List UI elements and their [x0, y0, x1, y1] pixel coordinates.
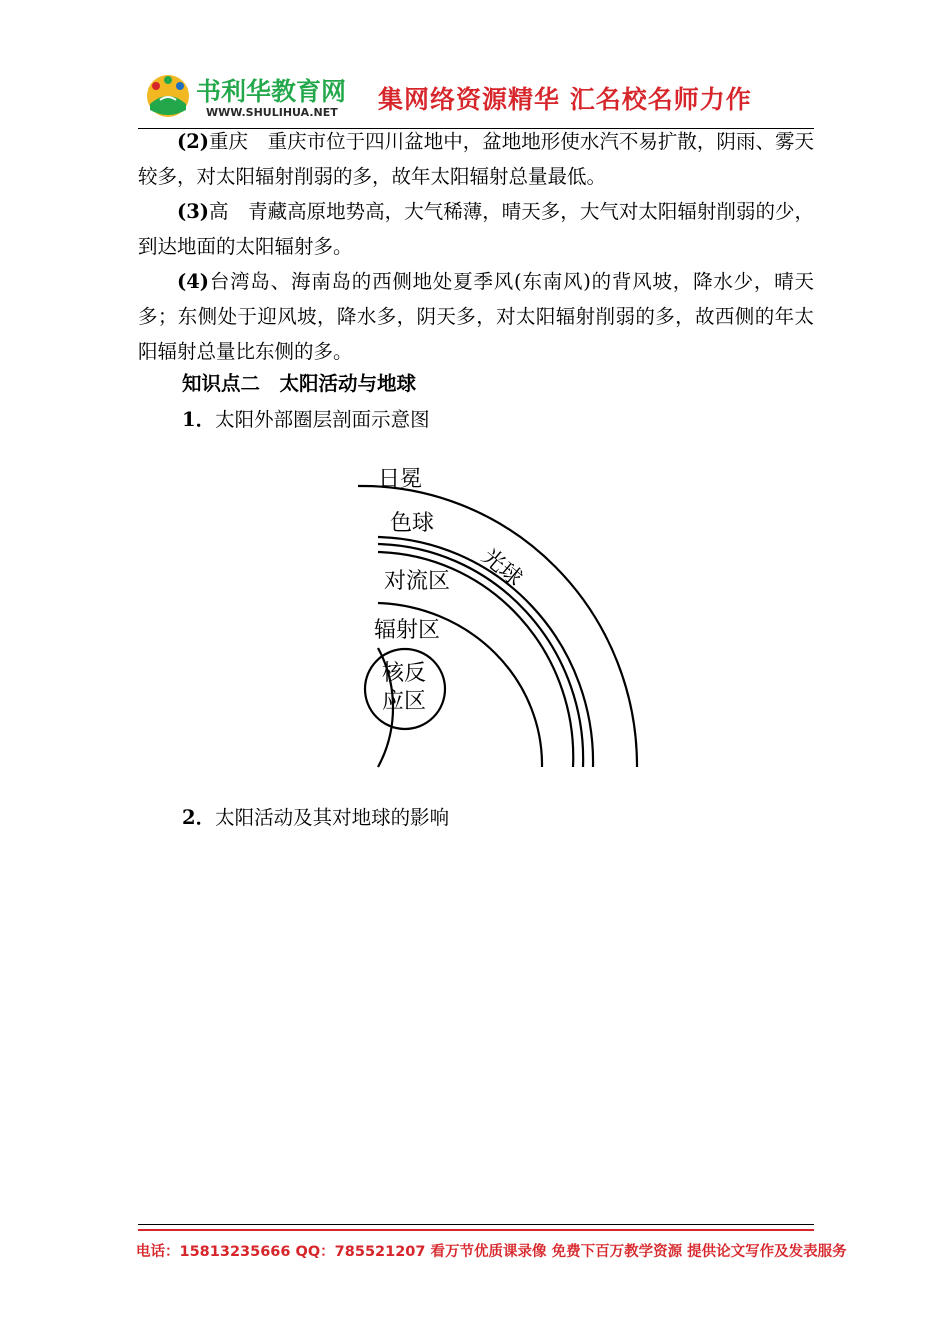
answer-number: (4) [177, 270, 210, 293]
answer-number: (3) [177, 200, 210, 223]
header-slogan: 集网络资源精华 汇名校名师力作 [378, 85, 752, 114]
footer-divider-red [138, 1229, 814, 1231]
convection-label: 对流区 [384, 569, 451, 594]
answer-paragraph-4 [138, 264, 814, 369]
item-1 [182, 404, 430, 432]
item-text: 太阳活动及其对地球的影响 [215, 806, 450, 829]
answer-text: 高 青藏高原地势高，大气稀薄，晴天多，大气对太阳辐射削弱的少，到达地面的太阳辐射多。 [138, 200, 814, 258]
logo-url: WWW.SHULIHUA.NET [206, 106, 338, 119]
footer-contact: 电话：15813235666 QQ：785521207 看万节优质课录像 免费下百万教学资源 提供论文写作及发表服务 [136, 1244, 847, 1260]
answer-number: (2) [177, 130, 210, 153]
core-label-line1: 核反 [382, 661, 427, 686]
item-2 [182, 802, 449, 830]
answer-text: 台湾岛、海南岛的西侧地处夏季风(东南风)的背风坡，降水少，晴天多；东侧处于迎风坡，降水多，阴天多，对太阳辐射削弱的多，故西侧的年太阳辐射总量比东侧的多。 [138, 270, 814, 363]
sun-layers-diagram [330, 440, 660, 780]
logo-title: 书利华教育网 [196, 77, 347, 106]
photosphere-label: 光球 [476, 544, 527, 592]
footer-divider [138, 1224, 814, 1225]
item-number: 2． [182, 806, 216, 829]
radiation-label: 辐射区 [374, 618, 441, 643]
answer-paragraph-2 [138, 124, 814, 194]
logo-icon [144, 70, 192, 118]
core-label-line2: 应区 [382, 689, 427, 714]
chromosphere-label: 色球 [390, 511, 435, 536]
corona-label: 日冕 [378, 467, 423, 492]
answer-text: 重庆 重庆市位于四川盆地中，盆地地形使水汽不易扩散，阴雨、雾天较多，对太阳辐射削弱的多，故年太阳辐射总量最低。 [138, 130, 814, 188]
page-header [138, 66, 818, 130]
item-number: 1． [182, 408, 216, 431]
item-text: 太阳外部圈层剖面示意图 [215, 408, 430, 431]
section-heading: 知识点二 太阳活动与地球 [182, 372, 417, 395]
answer-paragraph-3 [138, 194, 814, 264]
